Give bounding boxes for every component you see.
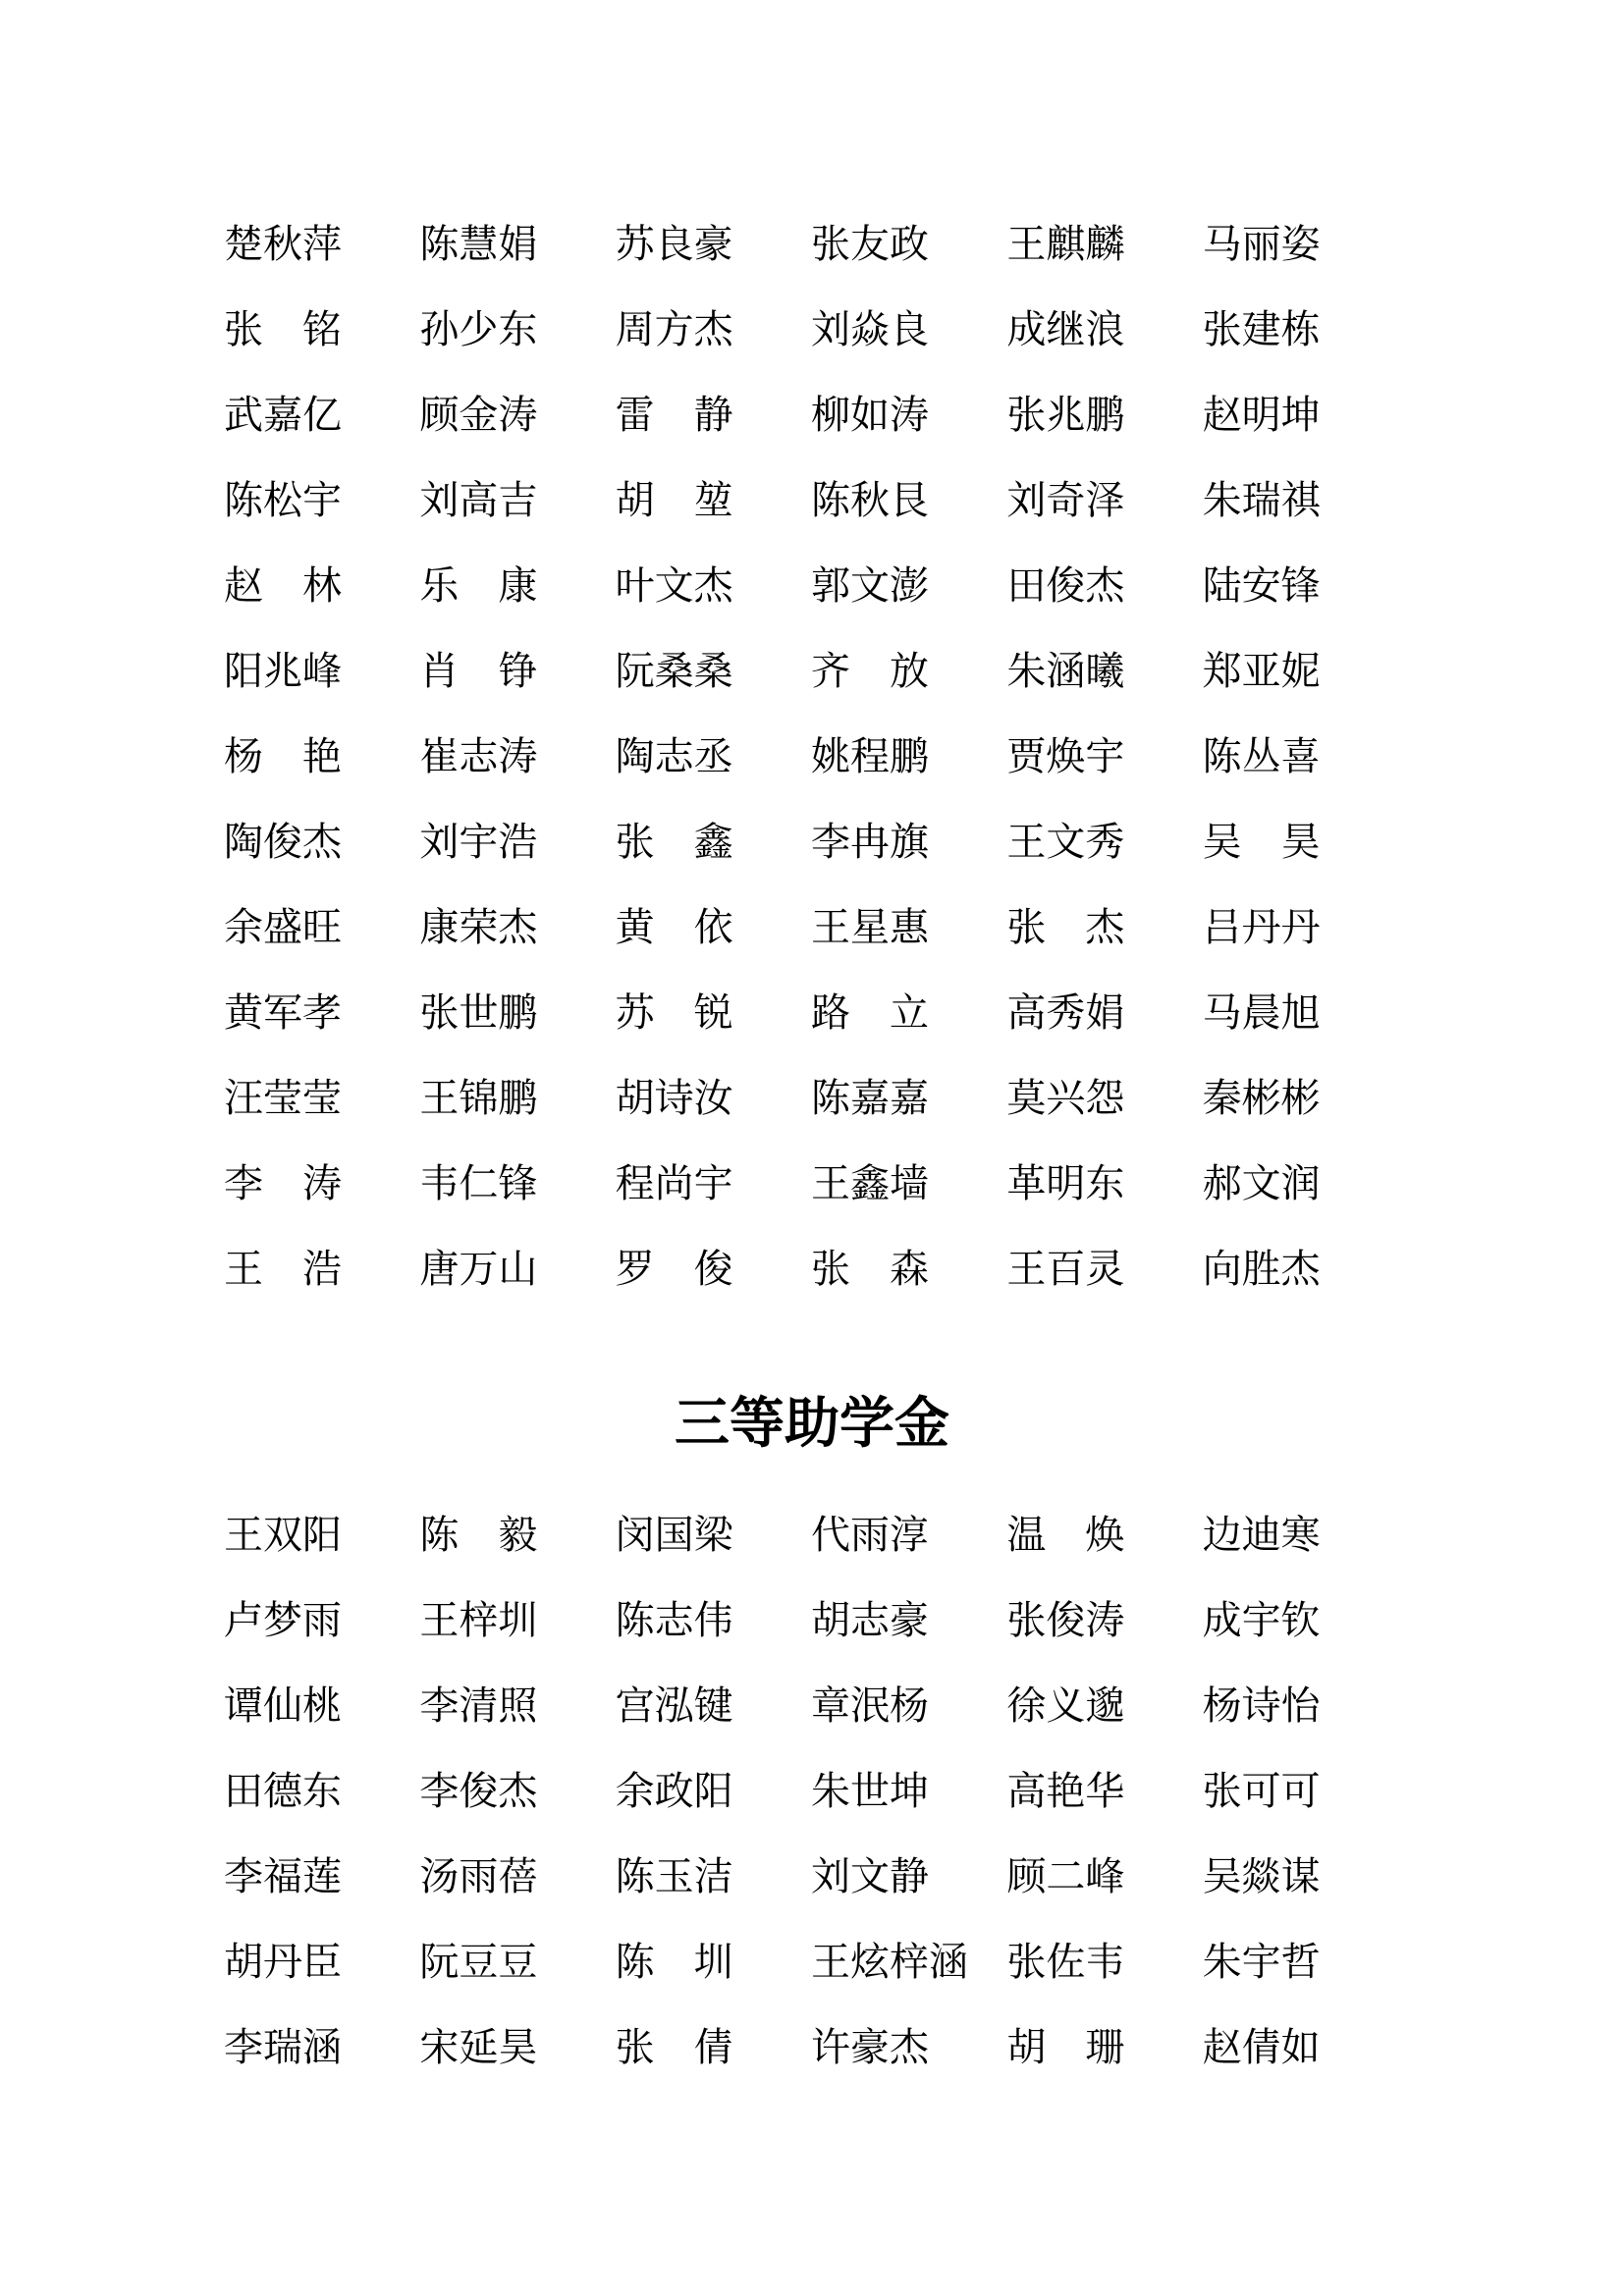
name-cell: 朱世坤 (810, 1768, 929, 1813)
name-cell: 余政阳 (615, 1768, 733, 1813)
name-cell: 张友政 (810, 221, 929, 266)
name-cell: 李清照 (419, 1682, 538, 1728)
name-cell: 黄 依 (615, 904, 733, 949)
name-cell: 王百灵 (1006, 1246, 1125, 1291)
name-cell: 张 鑫 (615, 819, 733, 864)
name-cell: 革明东 (1006, 1160, 1125, 1205)
name-cell: 张建栋 (1202, 306, 1321, 351)
name-cell: 郑亚妮 (1202, 648, 1321, 693)
name-cell: 王麒麟 (1006, 221, 1125, 266)
name-cell: 崔志涛 (419, 733, 538, 778)
name-cell: 宫泓键 (615, 1682, 733, 1728)
name-cell: 路 立 (810, 989, 929, 1035)
name-cell: 代雨淳 (810, 1512, 929, 1557)
name-cell: 吕丹丹 (1202, 904, 1321, 949)
name-cell: 高艳华 (1006, 1768, 1125, 1813)
name-cell: 肖 铮 (419, 648, 538, 693)
name-cell: 张 倩 (615, 2024, 733, 2069)
name-cell: 胡志豪 (810, 1597, 929, 1642)
name-cell: 陶志丞 (615, 733, 733, 778)
name-cell: 刘文静 (810, 1853, 929, 1898)
name-cell: 陈嘉嘉 (810, 1075, 929, 1120)
name-cell: 赵 林 (224, 562, 342, 608)
name-list-upper (224, 201, 1398, 1311)
name-cell: 王梓圳 (419, 1597, 538, 1642)
name-cell: 陆安锋 (1202, 562, 1321, 608)
name-cell: 韦仁锋 (419, 1160, 538, 1205)
name-cell: 柳如涛 (810, 392, 929, 437)
name-list-third-class-grant (224, 1492, 1398, 2090)
name-cell: 陶俊杰 (224, 819, 342, 864)
name-cell: 苏良豪 (615, 221, 733, 266)
name-cell: 孙少东 (419, 306, 538, 351)
name-cell: 刘焱良 (810, 306, 929, 351)
name-cell: 张 杰 (1006, 904, 1125, 949)
name-cell: 苏 锐 (615, 989, 733, 1035)
name-cell: 吴 昊 (1202, 819, 1321, 864)
name-cell: 叶文杰 (615, 562, 733, 608)
name-cell: 张世鹏 (419, 989, 538, 1035)
name-cell: 王星惠 (810, 904, 929, 949)
name-cell: 刘奇泽 (1006, 477, 1125, 522)
name-cell: 阮桑桑 (615, 648, 733, 693)
name-cell: 杨诗怡 (1202, 1682, 1321, 1728)
name-cell: 阳兆峰 (224, 648, 342, 693)
name-cell: 周方杰 (615, 306, 733, 351)
name-cell: 张佐韦 (1006, 1939, 1125, 1984)
name-cell: 陈丛喜 (1202, 733, 1321, 778)
name-cell: 阮豆豆 (419, 1939, 538, 1984)
name-cell: 杨 艳 (224, 733, 342, 778)
name-cell: 张 森 (810, 1246, 929, 1291)
name-cell: 刘宇浩 (419, 819, 538, 864)
name-cell: 唐万山 (419, 1246, 538, 1291)
name-cell: 许豪杰 (810, 2024, 929, 2069)
name-cell: 张俊涛 (1006, 1597, 1125, 1642)
name-cell: 成继浪 (1006, 306, 1125, 351)
name-cell: 朱涵曦 (1006, 648, 1125, 693)
name-cell: 余盛旺 (224, 904, 342, 949)
name-cell: 张可可 (1202, 1768, 1321, 1813)
name-cell: 莫兴怨 (1006, 1075, 1125, 1120)
name-cell: 黄军孝 (224, 989, 342, 1035)
name-cell: 闵国梁 (615, 1512, 733, 1557)
name-cell: 程尚宇 (615, 1160, 733, 1205)
name-cell: 温 焕 (1006, 1512, 1125, 1557)
name-cell: 高秀娟 (1006, 989, 1125, 1035)
name-cell: 陈秋艮 (810, 477, 929, 522)
name-cell: 王炫梓涵 (810, 1939, 968, 1984)
name-cell: 边迪寒 (1202, 1512, 1321, 1557)
name-cell: 罗 俊 (615, 1246, 733, 1291)
name-cell: 郭文澎 (810, 562, 929, 608)
name-cell: 胡 珊 (1006, 2024, 1125, 2069)
name-cell: 赵明坤 (1202, 392, 1321, 437)
name-cell: 张 铭 (224, 306, 342, 351)
name-cell: 齐 放 (810, 648, 929, 693)
name-cell: 康荣杰 (419, 904, 538, 949)
name-cell: 顾金涛 (419, 392, 538, 437)
name-cell: 王鑫墙 (810, 1160, 929, 1205)
name-cell: 赵倩如 (1202, 2024, 1321, 2069)
section-heading: 三等助学金 (675, 1394, 949, 1455)
name-cell: 谭仙桃 (224, 1682, 342, 1728)
name-cell: 姚程鹏 (810, 733, 929, 778)
name-cell: 朱宇哲 (1202, 1939, 1321, 1984)
name-cell: 郝文润 (1202, 1160, 1321, 1205)
name-cell: 章泯杨 (810, 1682, 929, 1728)
name-cell: 王 浩 (224, 1246, 342, 1291)
name-cell: 陈 圳 (615, 1939, 733, 1984)
name-cell: 李 涛 (224, 1160, 342, 1205)
name-cell: 马丽姿 (1202, 221, 1321, 266)
name-cell: 陈玉洁 (615, 1853, 733, 1898)
name-cell: 向胜杰 (1202, 1246, 1321, 1291)
name-cell: 胡诗汝 (615, 1075, 733, 1120)
name-cell: 成宇钦 (1202, 1597, 1321, 1642)
name-cell: 陈 毅 (419, 1512, 538, 1557)
name-cell: 王双阳 (224, 1512, 342, 1557)
name-cell: 汪莹莹 (224, 1075, 342, 1120)
name-cell: 雷 静 (615, 392, 733, 437)
name-cell: 吴燚谋 (1202, 1853, 1321, 1898)
name-cell: 李瑞涵 (224, 2024, 342, 2069)
name-cell: 李俊杰 (419, 1768, 538, 1813)
name-cell: 楚秋萍 (224, 221, 342, 266)
name-cell: 胡丹臣 (224, 1939, 342, 1984)
name-cell: 顾二峰 (1006, 1853, 1125, 1898)
name-cell: 田德东 (224, 1768, 342, 1813)
name-cell: 刘高吉 (419, 477, 538, 522)
name-cell: 贾焕宇 (1006, 733, 1125, 778)
name-cell: 汤雨蓓 (419, 1853, 538, 1898)
name-cell: 王锦鹏 (419, 1075, 538, 1120)
name-cell: 朱瑞祺 (1202, 477, 1321, 522)
name-cell: 宋延昊 (419, 2024, 538, 2069)
name-cell: 陈志伟 (615, 1597, 733, 1642)
name-cell: 卢梦雨 (224, 1597, 342, 1642)
name-cell: 胡 堃 (615, 477, 733, 522)
name-cell: 王文秀 (1006, 819, 1125, 864)
name-cell: 武嘉亿 (224, 392, 342, 437)
name-cell: 秦彬彬 (1202, 1075, 1321, 1120)
name-cell: 马晨旭 (1202, 989, 1321, 1035)
name-cell: 徐义邈 (1006, 1682, 1125, 1728)
name-cell: 陈松宇 (224, 477, 342, 522)
name-cell: 李冉旗 (810, 819, 929, 864)
name-cell: 李福莲 (224, 1853, 342, 1898)
name-cell: 陈慧娟 (419, 221, 538, 266)
name-cell: 田俊杰 (1006, 562, 1125, 608)
name-cell: 张兆鹏 (1006, 392, 1125, 437)
name-cell: 乐 康 (419, 562, 538, 608)
